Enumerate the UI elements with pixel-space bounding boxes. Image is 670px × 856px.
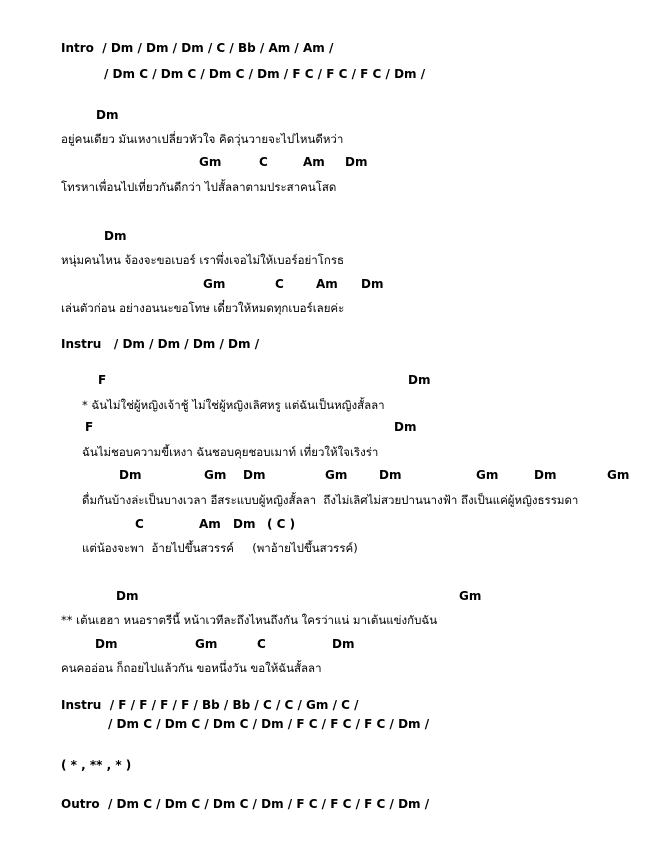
- chord: Am: [303, 155, 325, 169]
- chord: Dm: [408, 373, 431, 387]
- chord: Dm: [116, 589, 139, 603]
- lyric-line: คนคออ่อน ก็ถอยไปแล้วกัน ขอหนึ่งวัน ขอให้ฉันสั้ลลา: [61, 661, 322, 675]
- intro-line-2: / Dm C / Dm C / Dm C / Dm / F C / F C / F C / Dm /: [104, 67, 426, 81]
- chord: ( C ): [267, 517, 296, 531]
- lyric-line: เล่นตัวก่อน อย่างอนนะขอโทษ เดี๋ยวให้หมดทุกเบอร์เลยค่ะ: [61, 301, 345, 315]
- chord: Gm: [204, 468, 227, 482]
- lyric-line: ฉันไม่ชอบความขี้เหงา ฉันชอบคุยชอบเมาท์ เที่ยวให้ใจเริงร่า: [82, 445, 379, 459]
- chord: Gm: [203, 277, 226, 291]
- chord: C: [275, 277, 284, 291]
- chord: Dm: [379, 468, 402, 482]
- lyric-line: โทรหาเพื่อนไปเที่ยวกันดีกว่า ไปสั้ลลาตามประสาคนโสด: [61, 180, 337, 194]
- lyric-line: ** เต้นเฮฮา หนอราตรีนี้ หน้าเวทีละถึงไหนถึงกัน ใครว่าแน่ มาเต้นแข่งกับฉัน: [61, 613, 438, 627]
- lyric-line: อยู่คนเดียว มันเหงาเปลี่ยวหัวใจ คิดวุ่นวายจะไปไหนดีหว่า: [61, 132, 344, 146]
- instru-line: Instru / Dm / Dm / Dm / Dm /: [61, 337, 260, 351]
- chord: Gm: [325, 468, 348, 482]
- instru-line-1: Instru / F / F / F / F / Bb / Bb / C / C / Gm / C /: [61, 698, 359, 712]
- chord: Dm: [243, 468, 266, 482]
- chord: Dm: [96, 108, 119, 122]
- chord: Gm: [199, 155, 222, 169]
- chord: Gm: [476, 468, 499, 482]
- chord: Dm: [332, 637, 355, 651]
- chord: C: [257, 637, 266, 651]
- chord: Gm: [607, 468, 630, 482]
- chord: Dm: [95, 637, 118, 651]
- chord: C: [135, 517, 144, 531]
- repeat-marker: ( * , ** , * ): [61, 758, 132, 772]
- chord: Am: [316, 277, 338, 291]
- instru-line-2: / Dm C / Dm C / Dm C / Dm / F C / F C / F C / Dm /: [108, 717, 430, 731]
- chord: Dm: [394, 420, 417, 434]
- chord: Gm: [195, 637, 218, 651]
- chord: Dm: [534, 468, 557, 482]
- chord: Am: [199, 517, 221, 531]
- chord: F: [98, 373, 107, 387]
- chord: Dm: [345, 155, 368, 169]
- intro-line-1: Intro / Dm / Dm / Dm / C / Bb / Am / Am /: [61, 41, 334, 55]
- lyric-line: ดื่มกันบ้างล่ะเป็นบางเวลา อีสระแบบผู้หญิงสั้ลลา ถึงไม่เลิศไม่สวยปานนางฟ้า ถึงเป็นแค่ผู้หญิงธรรมดา: [82, 493, 579, 507]
- lyric-line: แต่น้องจะพา อ้ายไปขึ้นสวรรค์ (พาอ้ายไปขึ้นสวรรค์): [82, 541, 358, 555]
- chord: F: [85, 420, 94, 434]
- chord: Dm: [233, 517, 256, 531]
- chord: Dm: [104, 229, 127, 243]
- lyric-line: หนุ่มคนไหน จ้องจะขอเบอร์ เราพึ่งเจอไม่ให้เบอร์อย่าโกรธ: [61, 253, 345, 267]
- chord: Gm: [459, 589, 482, 603]
- outro-line: Outro / Dm C / Dm C / Dm C / Dm / F C / F C / F C / Dm /: [61, 797, 430, 811]
- chord: Dm: [361, 277, 384, 291]
- lyric-line: * ฉันไม่ใช่ผู้หญิงเจ้าชู้ ไม่ใช่ผู้หญิงเลิศหรู แต่ฉันเป็นหญิงสั้ลลา: [82, 398, 385, 412]
- chord: C: [259, 155, 268, 169]
- chord: Dm: [119, 468, 142, 482]
